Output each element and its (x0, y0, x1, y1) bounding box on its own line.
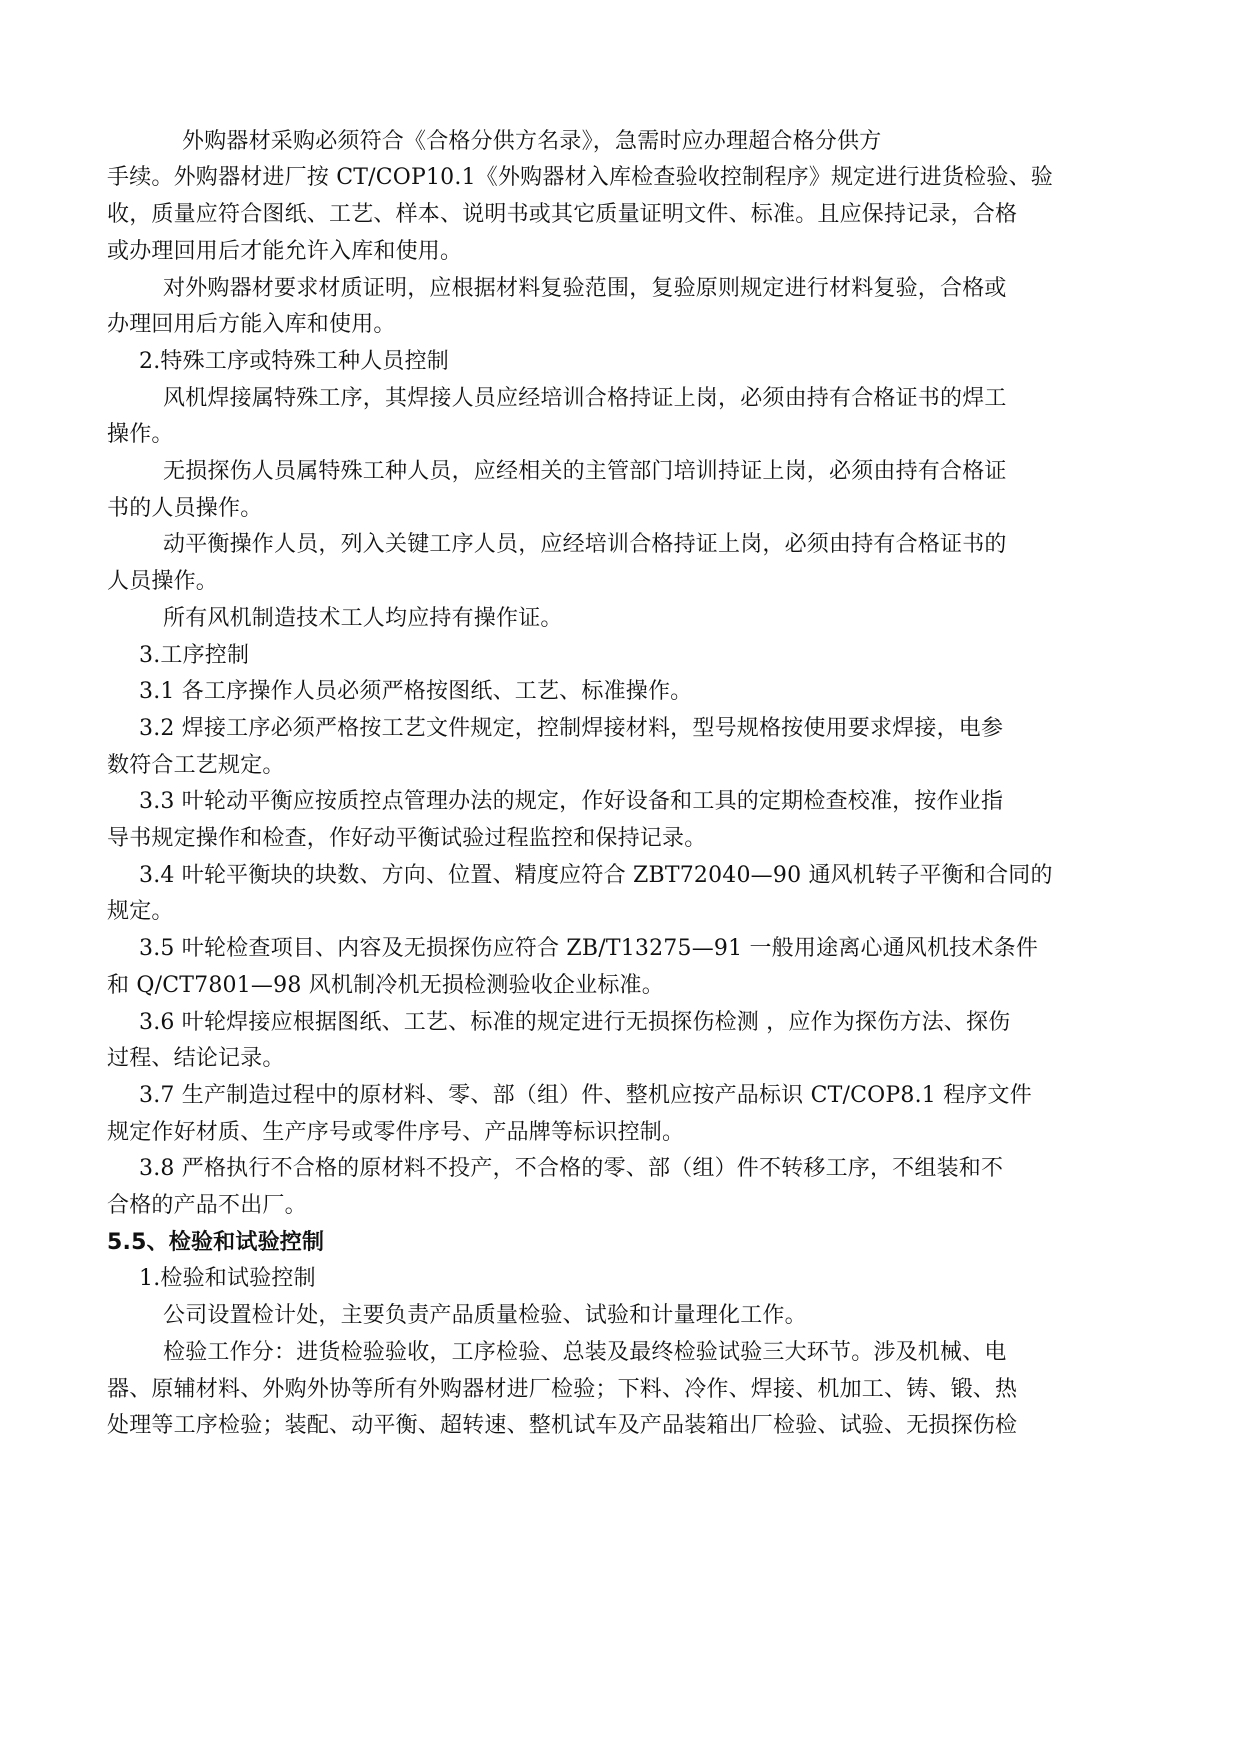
paragraph-line: 3.1 各工序操作人员必须严格按图纸、工艺、标准操作。 (139, 679, 693, 704)
paragraph-line: 规定。 (107, 899, 174, 924)
paragraph-line: 操作。 (107, 422, 174, 447)
paragraph-line: 风机焊接属特殊工序，其焊接人员应经培训合格持证上岗，必须由持有合格证书的焊工 (163, 386, 1007, 411)
paragraph-line: 规定作好材质、生产序号或零件序号、产品牌等标识控制。 (107, 1120, 685, 1145)
paragraph-line: 动平衡操作人员，列入关键工序人员，应经培训合格持证上岗，必须由持有合格证书的 (163, 532, 1007, 557)
paragraph-line: 收，质量应符合图纸、工艺、样本、说明书或其它质量证明文件、标准。且应保持记录，合格 (107, 202, 1018, 227)
paragraph-line: 无损探伤人员属特殊工种人员，应经相关的主管部门培训持证上岗，必须由持有合格证 (163, 459, 1007, 484)
paragraph-line: 外购器材采购必须符合《合格分供方名录》，急需时应办理超合格分供方 (182, 129, 882, 154)
paragraph-line: 和 Q/CT7801—98 风机制冷机无损检测验收企业标准。 (107, 973, 664, 998)
paragraph-line: 合格的产品不出厂。 (107, 1193, 307, 1218)
paragraph-line: 处理等工序检验；装配、动平衡、超转速、整机试车及产品装箱出厂检验、试验、无损探伤检 (107, 1413, 1018, 1438)
section-subheading: 3.工序控制 (139, 643, 250, 668)
paragraph-line: 3.8 严格执行不合格的原材料不投产，不合格的零、部（组）件不转移工序，不组装和不 (139, 1156, 1004, 1181)
paragraph-line: 3.7 生产制造过程中的原材料、零、部（组）件、整机应按产品标识 CT/COP8.1 程序文件 (139, 1083, 1032, 1108)
section-heading: 5.5、检验和试验控制 (107, 1230, 325, 1255)
paragraph-line: 3.2 焊接工序必须严格按工艺文件规定，控制焊接材料，型号规格按使用要求焊接，电参 (139, 716, 1004, 741)
paragraph-line: 检验工作分：进货检验验收，工序检验、总装及最终检验试验三大环节。涉及机械、电 (163, 1340, 1007, 1365)
paragraph-line: 3.5 叶轮检查项目、内容及无损探伤应符合 ZB/T13275—91 一般用途离心通风机技术条件 (139, 936, 1039, 961)
paragraph-line: 导书规定操作和检查，作好动平衡试验过程监控和保持记录。 (107, 826, 707, 851)
paragraph-line: 3.6 叶轮焊接应根据图纸、工艺、标准的规定进行无损探伤检测 ，应作为探伤方法、探伤 (139, 1010, 1011, 1035)
paragraph-line: 公司设置检计处，主要负责产品质量检验、试验和计量理化工作。 (163, 1303, 807, 1328)
paragraph-line: 书的人员操作。 (107, 496, 263, 521)
section-subheading: 2.特殊工序或特殊工种人员控制 (139, 349, 449, 374)
paragraph-line: 过程、结论记录。 (107, 1046, 285, 1071)
paragraph-line: 器、原辅材料、外购外协等所有外购器材进厂检验；下料、冷作、焊接、机加工、铸、锻、热 (107, 1377, 1018, 1402)
paragraph-line: 办理回用后方能入库和使用。 (107, 312, 396, 337)
paragraph-line: 数符合工艺规定。 (107, 753, 285, 778)
paragraph-line: 或办理回用后才能允许入库和使用。 (107, 239, 463, 264)
paragraph-line: 人员操作。 (107, 569, 219, 594)
paragraph-line: 所有风机制造技术工人均应持有操作证。 (163, 606, 563, 631)
paragraph-line: 手续。外购器材进厂按 CT/COP10.1《外购器材入库检查验收控制程序》规定进行进货检验、验 (107, 165, 1053, 190)
paragraph-line: 3.4 叶轮平衡块的块数、方向、位置、精度应符合 ZBT72040—90 通风机转子平衡和合同的 (139, 863, 1053, 888)
section-subheading: 1.检验和试验控制 (139, 1266, 316, 1291)
paragraph-line: 对外购器材要求材质证明，应根据材料复验范围，复验原则规定进行材料复验，合格或 (163, 276, 1007, 301)
paragraph-line: 3.3 叶轮动平衡应按质控点管理办法的规定，作好设备和工具的定期检查校准，按作业指 (139, 789, 1004, 814)
